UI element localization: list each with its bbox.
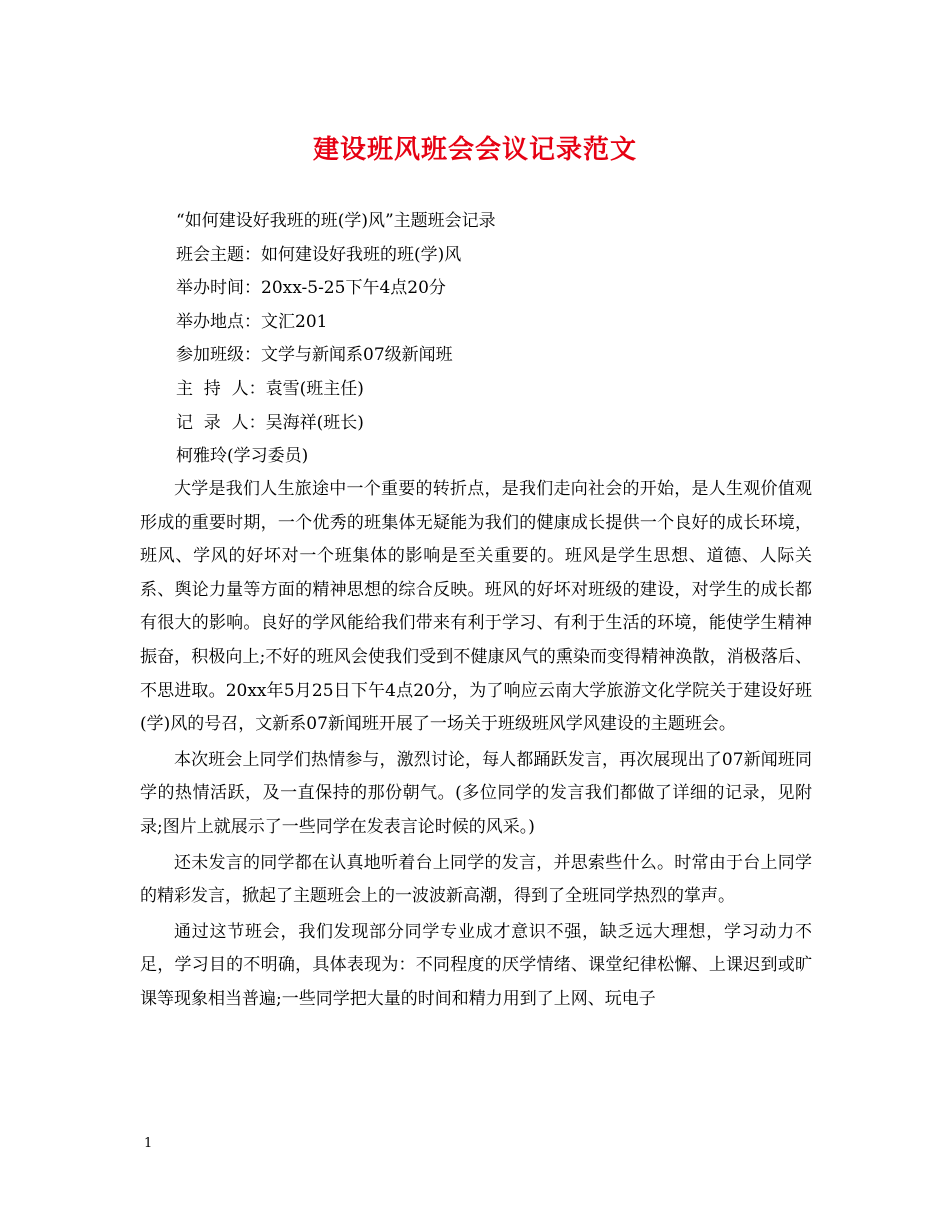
body-paragraph: 还未发言的同学都在认真地听着台上同学的发言，并思索些什么。时常由于台上同学的精彩发言，掀起了主题班会上的一波波新高潮，得到了全班同学热烈的掌声。 — [140, 852, 812, 907]
meeting-time: 举办时间：20xx-5-25下午4点20分 — [176, 278, 446, 299]
meeting-recorder-second: 柯雅玲(学习委员) — [176, 446, 309, 467]
body-paragraph: 大学是我们人生旅途中一个重要的转折点，是我们走向社会的开始，是人生观价值观形成的重要时期，一个优秀的班集体无疑能为我们的健康成长提供一个良好的成长环境，班风、学风的好坏对一个班集体的影响是至关重要的。班风是学生思想、道德、人际关系、舆论力量等方面的精神思想的综合反映。班风的好坏对班级的建设，对学生的成长都有很大的影响。良好的学风能给我们带来有利于学习、有利于生活的环境，能使学生精神振奋，积极向上;不好的班风会使我们受到不健康风气的熏染而变得精神涣散，消极落后、不思进取。20xx年5月25日下午4点20分，为了响应云南大学旅游文化学院关于建设好班(学)风的号召，文新系07新闻班开展了一场关于班级班风学风建设的主题班会。 — [140, 479, 812, 735]
participating-class: 参加班级：文学与新闻系07级新闻班 — [176, 345, 453, 366]
page-number: 1 — [144, 1136, 153, 1151]
document-title: 建设班风班会会议记录范文 — [312, 135, 637, 165]
meeting-info — [176, 205, 816, 474]
body-paragraph: 本次班会上同学们热情参与，激烈讨论，每人都踊跃发言，再次展现出了07新闻班同学的热情活跃，及一直保持的那份朝气。(多位同学的发言我们都做了详细的记录，见附录;图片上就展示了一些同学在发表言论时候的风采。) — [140, 749, 812, 837]
meeting-recorder: 记 录 人：吴海祥(班长) — [176, 412, 364, 433]
meeting-location: 举办地点：文汇201 — [176, 311, 328, 332]
body-paragraph: 通过这节班会，我们发现部分同学专业成才意识不强，缺乏远大理想，学习动力不足，学习目的不明确，具体表现为：不同程度的厌学情绪、课堂纪律松懈、上课迟到或旷课等现象相当普遍;一些同学把大量的时间和精力用到了上网、玩电子 — [140, 921, 812, 1009]
document-body — [140, 473, 812, 1019]
meeting-host: 主 持 人：袁雪(班主任) — [176, 378, 364, 399]
meeting-subject-heading: “如何建设好我班的班(学)风”主题班会记录 — [176, 211, 496, 231]
meeting-theme: 班会主题：如何建设好我班的班(学)风 — [176, 244, 462, 265]
